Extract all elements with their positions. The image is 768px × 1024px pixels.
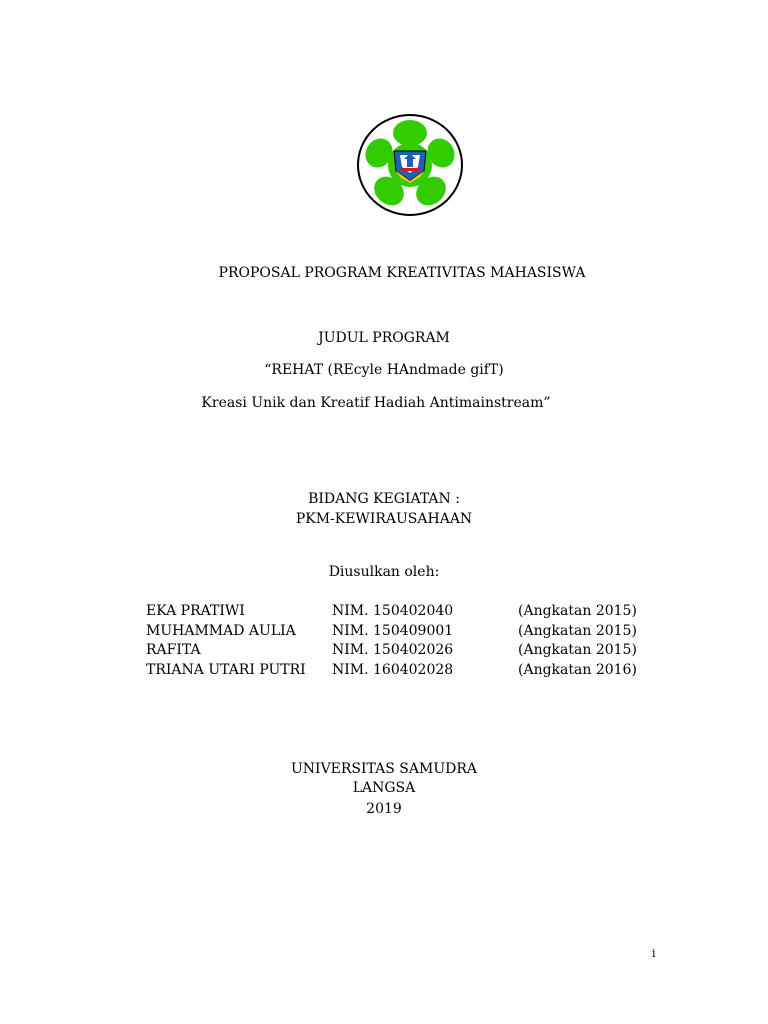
member-row	[146, 602, 646, 622]
member-row	[146, 641, 646, 661]
member-nim: NIM. 160402028	[332, 661, 454, 678]
proposed-by-label: Diusulkan oleh:	[328, 564, 440, 580]
member-year: (Angkatan 2015)	[518, 622, 637, 639]
member-name: TRIANA UTARI PUTRI	[146, 661, 306, 678]
field-value: PKM-KEWIRAUSAHAAN	[295, 511, 473, 527]
member-year: (Angkatan 2015)	[518, 642, 637, 658]
university-name: UNIVERSITAS SAMUDRA	[290, 761, 477, 777]
member-name: EKA PRATIWI	[146, 603, 245, 619]
member-nim: NIM. 150402040	[332, 603, 454, 619]
member-name: MUHAMMAD AULIA	[146, 622, 296, 639]
member-name: RAFITA	[146, 642, 201, 658]
member-row	[146, 622, 646, 642]
member-year: (Angkatan 2015)	[518, 603, 637, 619]
program-heading: JUDUL PROGRAM	[318, 330, 450, 346]
city-name: LANGSA	[352, 780, 416, 796]
proposal-title: PROPOSAL PROGRAM KREATIVITAS MAHASISWA	[218, 265, 586, 281]
page-number: i	[652, 947, 656, 960]
program-title-line2: Kreasi Unik dan Kreatif Hadiah Antimainstream”	[201, 395, 551, 411]
member-nim: NIM. 150409001	[332, 622, 454, 639]
member-nim: NIM. 150402026	[332, 642, 454, 658]
document-year: 2019	[366, 801, 402, 817]
field-heading: BIDANG KEGIATAN :	[308, 491, 460, 507]
university-emblem-icon	[356, 113, 464, 217]
members-list	[146, 602, 646, 680]
member-row	[146, 661, 646, 681]
program-title-line1: “REHAT (REcyle HAndmade gifT)	[264, 362, 504, 378]
member-year: (Angkatan 2016)	[518, 661, 637, 678]
